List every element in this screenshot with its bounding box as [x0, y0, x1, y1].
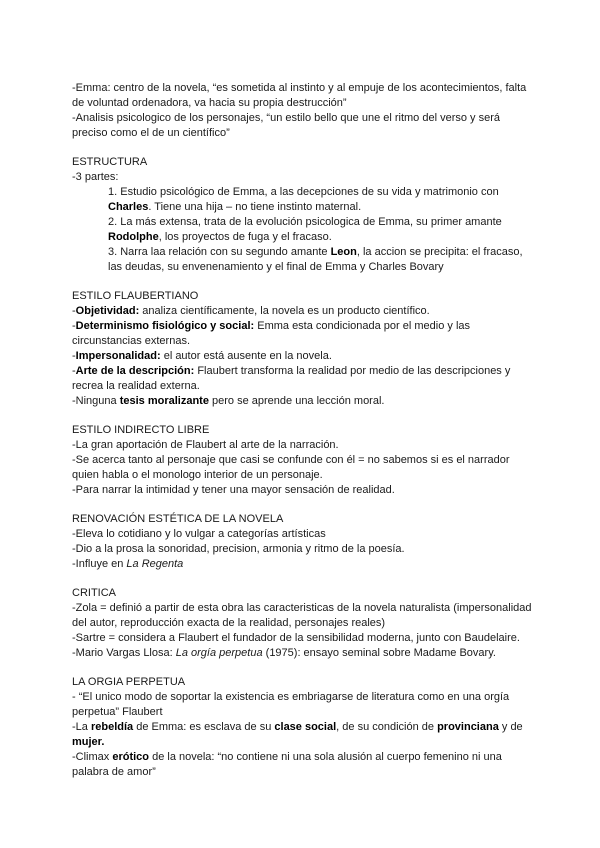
section-heading-estilo: ESTILO FLAUBERTIANO [72, 290, 199, 302]
intro-line-analisis: -Analisis psicologico de los personajes, “un estilo bello que une el ritmo del verso y será preciso como el de un científico” [72, 112, 501, 139]
orgia-quote: - “El unico modo de soportar la existencia es embriagarse de literatura como en una orgía perpetua” Flaubert [72, 691, 510, 718]
estructura-item: 2. La más extensa, trata de la evolución psicologica de Emma, su primer amante Rodolphe, los proyectos de fuga y el fracaso. [108, 216, 502, 243]
estructura-intro: -3 partes: [72, 171, 119, 183]
estilo-item: -Impersonalidad: el autor está ausente en la novela. [72, 350, 332, 362]
estructura-item: 1. Estudio psicológico de Emma, a las decepciones de su vida y matrimonio con Charles. Tiene una hija – no tiene instinto maternal. [108, 186, 499, 213]
renovacion-item: -Eleva lo cotidiano y lo vulgar a categorías artísticas [72, 528, 326, 540]
indirecto-item: -Se acerca tanto al personaje que casi se confunde con él = no sabemos si es el narrador quien habla o el monologo interior de un personaje. [72, 454, 510, 481]
orgia-climax: -Climax erótico de la novela: “no contiene ni una sola alusión al cuerpo femenino ni una palabra de amor” [72, 751, 502, 778]
renovacion-item: -Influye en La Regenta [72, 558, 184, 570]
renovacion-item: -Dio a la prosa la sonoridad, precision, armonia y ritmo de la poesía. [72, 543, 405, 555]
estilo-item: -Arte de la descripción: Flaubert transforma la realidad por medio de las descripciones y recrea la realidad externa. [72, 365, 511, 392]
document-body [72, 81, 532, 780]
estilo-item: -Determinismo fisiológico y social: Emma esta condicionada por el medio y las circunstancias externas. [72, 320, 471, 347]
intro-line-emma: -Emma: centro de la novela, “es sometida al instinto y al empuje de los acontecimientos, falta de voluntad ordenadora, va hacia su propia destrucción” [72, 82, 527, 109]
section-heading-indirecto: ESTILO INDIRECTO LIBRE [72, 424, 210, 436]
indirecto-item: -La gran aportación de Flaubert al arte de la narración. [72, 439, 339, 451]
indirecto-item: -Para narrar la intimidad y tener una mayor sensación de realidad. [72, 484, 395, 496]
estilo-item: -Objetividad: analiza científicamente, la novela es un producto científico. [72, 305, 430, 317]
section-heading-orgia: LA ORGIA PERPETUA [72, 676, 186, 688]
orgia-rebeldia: -La rebeldía de Emma: es esclava de su clase social, de su condición de provinciana y de mujer. [72, 721, 523, 748]
critica-item: -Mario Vargas Llosa: La orgía perpetua (1975): ensayo seminal sobre Madame Bovary. [72, 647, 496, 659]
critica-item: -Sartre = considera a Flaubert el fundador de la sensibilidad moderna, junto con Baudelaire. [72, 632, 520, 644]
section-heading-estructura: ESTRUCTURA [72, 156, 148, 168]
estructura-item: 3. Narra laa relación con su segundo amante Leon, la accion se precipita: el fracaso, las deudas, su envenenamiento y el final de Emma y Charles Bovary [108, 246, 523, 273]
section-heading-critica: CRITICA [72, 587, 116, 599]
critica-item: -Zola = definió a partir de esta obra las caracteristicas de la novela naturalista (impersonalidad del autor, reproducción exacta de la realidad, personajes reales) [72, 602, 532, 629]
section-heading-renovacion: RENOVACIÓN ESTÉTICA DE LA NOVELA [72, 513, 284, 525]
estilo-item: -Ninguna tesis moralizante pero se aprende una lección moral. [72, 395, 385, 407]
